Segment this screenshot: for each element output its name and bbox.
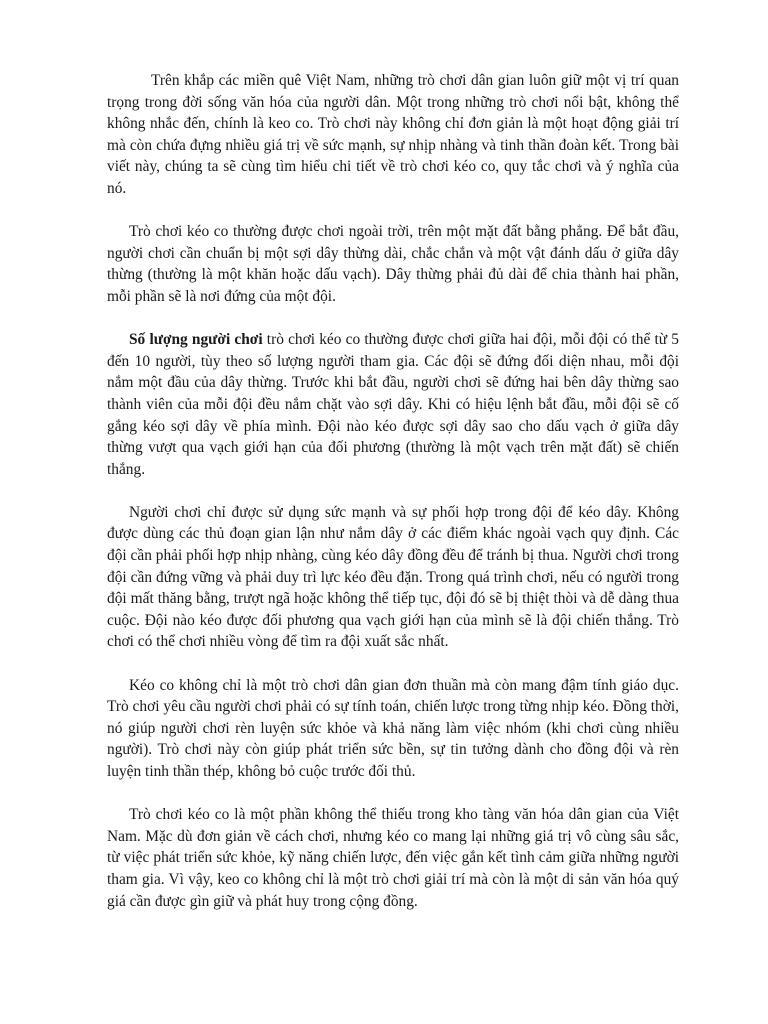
paragraph-text: Trên khắp các miền quê Việt Nam, những trò chơi dân gian luôn giữ một vị trí quan trọng trong đời sống văn hóa của người dân. Một trong những trò chơi nổi bật, không thể không nhắc đến, chính là keo co. Trò chơi này không chỉ đơn giản là một hoạt động giải trí mà còn chứa đựng nhiều giá trị về sức mạnh, sự nhịp nhàng và tinh thần đoàn kết. Trong bài viết này, chúng ta sẽ cùng tìm hiểu chi tiết về trò chơi kéo co, quy tắc chơi và ý nghĩa của nó.	[107, 72, 679, 197]
paragraph-education	[107, 675, 679, 783]
document-page	[107, 70, 679, 934]
paragraph-players	[107, 329, 679, 480]
paragraph-conclusion	[107, 804, 679, 912]
paragraph-rules	[107, 502, 679, 653]
paragraph-preparation	[107, 221, 679, 307]
paragraph-intro	[107, 70, 679, 200]
paragraph-text: Trò chơi kéo co là một phần không thể thiếu trong kho tàng văn hóa dân gian của Việt Nam. Mặc dù đơn giản về cách chơi, nhưng kéo co mang lại những giá trị vô cùng sâu sắc, từ việc phát triển sức khỏe, kỹ năng chiến lược, đến việc gắn kết tình cảm giữa những người tham gia. Vì vậy, keo co không chỉ là một trò chơi giải trí mà còn là một di sản văn hóa quý giá cần được gìn giữ và phát huy trong cộng đồng.	[107, 806, 679, 910]
paragraph-text: trò chơi kéo co thường được chơi giữa hai đội, mỗi đội có thể từ 5 đến 10 người, tùy theo số lượng người tham gia. Các đội sẽ đứng đối diện nhau, mỗi đội nắm một đầu của dây thừng. Trước khi bắt đầu, người chơi sẽ đứng hai bên dây thừng sao thành viên của mỗi đội đều nắm chặt vào sợi dây. Khi có hiệu lệnh bắt đầu, mỗi đội sẽ cố gắng kéo sợi dây về phía mình. Đội nào kéo được sợi dây sao cho dấu vạch ở giữa dây thừng vượt qua vạch giới hạn của đối phương (thường là một vạch trên mặt đất) sẽ chiến thắng.	[107, 331, 679, 478]
paragraph-text: Trò chơi kéo co thường được chơi ngoài trời, trên một mặt đất bằng phẳng. Để bắt đầu, người chơi cần chuẩn bị một sợi dây thừng dài, chắc chắn và một vật đánh dấu ở giữa dây thừng (thường là một khăn hoặc dấu vạch). Dây thừng phải đủ dài để chia thành hai phần, mỗi phần sẽ là nơi đứng của một đội.	[107, 223, 679, 305]
paragraph-bold-heading: Số lượng người chơi	[129, 331, 263, 349]
paragraph-text: Kéo co không chỉ là một trò chơi dân gian đơn thuần mà còn mang đậm tính giáo dục. Trò chơi yêu cầu người chơi phải có sự tính toán, chiến lược trong từng nhịp kéo. Đồng thời, nó giúp người chơi rèn luyện sức khỏe và khả năng làm việc nhóm (khi chơi cùng nhiều người). Trò chơi này còn giúp phát triển sức bền, sự tin tưởng dành cho đồng đội và rèn luyện tinh thần thép, không bỏ cuộc trước đối thủ.	[107, 676, 679, 780]
paragraph-text: Người chơi chỉ được sử dụng sức mạnh và sự phối hợp trong đội để kéo dây. Không được dùng các thủ đoạn gian lận như nắm dây ở các điểm khác ngoài vạch quy định. Các đội cần phải phối hợp nhịp nhàng, cùng kéo dây đồng đều để tránh bị thua. Người chơi trong đội cần đứng vững và phải duy trì lực kéo đều đặn. Trong quá trình chơi, nếu có người trong đội mất thăng bằng, trượt ngã hoặc không thể tiếp tục, đội đó sẽ bị thiệt thòi và dễ dàng thua cuộc. Đội nào kéo được đối phương qua vạch giới hạn của mình sẽ là đội chiến thắng. Trò chơi có thể chơi nhiều vòng để tìm ra đội xuất sắc nhất.	[107, 503, 679, 651]
